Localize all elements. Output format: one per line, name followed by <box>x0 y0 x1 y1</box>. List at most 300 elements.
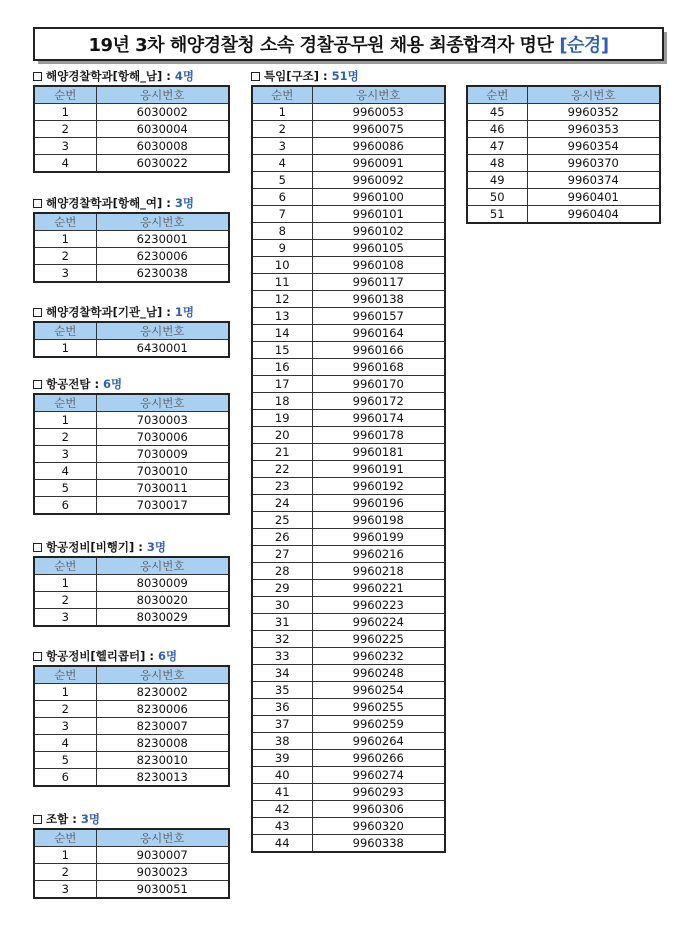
exam-number-cell: 9960174 <box>312 410 445 427</box>
column-header-exam-number: 응시번호 <box>96 394 229 412</box>
seq-cell: 5 <box>34 480 96 497</box>
exam-number-cell: 9960352 <box>527 104 660 121</box>
exam-number-cell: 6030008 <box>96 138 229 155</box>
seq-cell: 30 <box>252 597 312 614</box>
table-row <box>252 665 445 682</box>
exam-number-cell: 9960374 <box>527 172 660 189</box>
section-maritime-navigation-male <box>33 68 230 173</box>
table-row <box>252 716 445 733</box>
exam-number-cell: 9960306 <box>312 801 445 818</box>
column-header-exam-number: 응시번호 <box>96 322 229 340</box>
exam-number-cell: 7030011 <box>96 480 229 497</box>
exam-number-cell: 9960053 <box>312 104 445 121</box>
section-helicopter-maintenance <box>33 648 230 787</box>
seq-cell: 3 <box>252 138 312 155</box>
seq-cell: 2 <box>34 429 96 446</box>
table-row <box>252 597 445 614</box>
exam-number-cell: 9960293 <box>312 784 445 801</box>
table-row <box>252 410 445 427</box>
seq-cell: 9 <box>252 240 312 257</box>
table-row <box>467 104 660 121</box>
seq-cell: 37 <box>252 716 312 733</box>
table-row <box>34 497 229 514</box>
exam-number-cell: 9960353 <box>527 121 660 138</box>
exam-number-cell: 8030009 <box>96 575 229 592</box>
exam-number-cell: 9960404 <box>527 206 660 223</box>
section-count: 51명 <box>331 69 359 83</box>
exam-number-cell: 6230038 <box>96 265 229 282</box>
checkbox-icon <box>33 652 42 661</box>
result-table <box>33 556 230 627</box>
table-row <box>252 121 445 138</box>
seq-cell: 42 <box>252 801 312 818</box>
checkbox-icon <box>33 72 42 81</box>
seq-cell: 39 <box>252 750 312 767</box>
table-row <box>34 864 229 881</box>
exam-number-cell: 9960170 <box>312 376 445 393</box>
seq-cell: 12 <box>252 291 312 308</box>
table-header-row <box>34 557 229 575</box>
table-header-row <box>34 213 229 231</box>
table-row <box>34 231 229 248</box>
seq-cell: 23 <box>252 478 312 495</box>
seq-cell: 1 <box>34 104 96 121</box>
seq-cell: 1 <box>34 231 96 248</box>
table-row <box>252 104 445 121</box>
exam-number-cell: 9960105 <box>312 240 445 257</box>
exam-number-cell: 9030051 <box>96 881 229 898</box>
table-row <box>34 769 229 786</box>
exam-number-cell: 8030029 <box>96 609 229 626</box>
seq-cell: 1 <box>34 412 96 429</box>
seq-cell: 4 <box>34 463 96 480</box>
seq-cell: 25 <box>252 512 312 529</box>
seq-cell: 29 <box>252 580 312 597</box>
section-name: 항공정비[비행기] <box>46 540 135 554</box>
table-row <box>252 648 445 665</box>
table-row <box>34 463 229 480</box>
section-name: 조함 <box>46 812 69 826</box>
exam-number-cell: 9960157 <box>312 308 445 325</box>
seq-cell: 22 <box>252 461 312 478</box>
section-heading: 항공전탐 : 6명 <box>33 376 230 392</box>
section-name: 항공정비[헬리콥터] <box>46 649 146 663</box>
table-row <box>252 699 445 716</box>
exam-number-cell: 8230006 <box>96 701 229 718</box>
exam-number-cell: 9960092 <box>312 172 445 189</box>
seq-cell: 8 <box>252 223 312 240</box>
column-header-seq: 순번 <box>34 557 96 575</box>
section-maritime-navigation-female <box>33 195 230 283</box>
seq-cell: 3 <box>34 138 96 155</box>
exam-number-cell: 8230002 <box>96 684 229 701</box>
exam-number-cell: 9960354 <box>527 138 660 155</box>
seq-cell: 1 <box>34 684 96 701</box>
seq-cell: 13 <box>252 308 312 325</box>
exam-number-cell: 9960198 <box>312 512 445 529</box>
seq-cell: 4 <box>252 155 312 172</box>
table-row <box>252 784 445 801</box>
seq-cell: 18 <box>252 393 312 410</box>
exam-number-cell: 9960338 <box>312 835 445 852</box>
column-header-seq: 순번 <box>34 829 96 847</box>
table-row <box>252 342 445 359</box>
checkbox-icon <box>33 380 42 389</box>
table-row <box>467 172 660 189</box>
exam-number-cell: 9960224 <box>312 614 445 631</box>
exam-number-cell: 9960196 <box>312 495 445 512</box>
table-row <box>252 478 445 495</box>
exam-number-cell: 9030007 <box>96 847 229 864</box>
table-row <box>252 750 445 767</box>
column-header-seq: 순번 <box>34 86 96 104</box>
table-row <box>252 461 445 478</box>
seq-cell: 6 <box>34 769 96 786</box>
table-row <box>34 138 229 155</box>
section-count: 6명 <box>103 377 123 391</box>
table-row <box>252 206 445 223</box>
section-count: 3명 <box>174 196 194 210</box>
table-row <box>252 801 445 818</box>
table-header-row <box>252 86 445 104</box>
seq-cell: 16 <box>252 359 312 376</box>
column-header-seq: 순번 <box>467 86 527 104</box>
exam-number-cell: 9960255 <box>312 699 445 716</box>
seq-cell: 51 <box>467 206 527 223</box>
table-row <box>252 274 445 291</box>
section-maritime-engine-male <box>33 304 230 358</box>
document-title <box>33 27 664 61</box>
table-row <box>252 172 445 189</box>
exam-number-cell: 9960254 <box>312 682 445 699</box>
exam-number-cell: 9960181 <box>312 444 445 461</box>
exam-number-cell: 9960199 <box>312 529 445 546</box>
exam-number-cell: 9960192 <box>312 478 445 495</box>
exam-number-cell: 7030010 <box>96 463 229 480</box>
seq-cell: 5 <box>34 752 96 769</box>
exam-number-cell: 9960259 <box>312 716 445 733</box>
exam-number-cell: 9960274 <box>312 767 445 784</box>
exam-number-cell: 8230007 <box>96 718 229 735</box>
seq-cell: 31 <box>252 614 312 631</box>
section-heading: 해양경찰학과[기관_남] : 1명 <box>33 304 230 320</box>
seq-cell: 46 <box>467 121 527 138</box>
column-header-exam-number: 응시번호 <box>96 666 229 684</box>
table-row <box>252 546 445 563</box>
table-row <box>34 446 229 463</box>
checkbox-icon <box>33 543 42 552</box>
table-row <box>252 376 445 393</box>
exam-number-cell: 9960370 <box>527 155 660 172</box>
table-row <box>467 155 660 172</box>
section-name: 해양경찰학과[기관_남] <box>46 305 163 319</box>
seq-cell: 28 <box>252 563 312 580</box>
exam-number-cell: 9960168 <box>312 359 445 376</box>
exam-number-cell: 9960232 <box>312 648 445 665</box>
exam-number-cell: 9960166 <box>312 342 445 359</box>
table-row <box>467 206 660 223</box>
exam-number-cell: 9960164 <box>312 325 445 342</box>
table-row <box>34 480 229 497</box>
table-row <box>252 308 445 325</box>
table-row <box>252 223 445 240</box>
seq-cell: 4 <box>34 155 96 172</box>
table-row <box>34 718 229 735</box>
section-heading: 조함 : 3명 <box>33 811 230 827</box>
result-table <box>33 393 230 515</box>
table-row <box>34 735 229 752</box>
seq-cell: 49 <box>467 172 527 189</box>
table-row <box>252 444 445 461</box>
exam-number-cell: 6030004 <box>96 121 229 138</box>
seq-cell: 24 <box>252 495 312 512</box>
seq-cell: 32 <box>252 631 312 648</box>
exam-number-cell: 9960264 <box>312 733 445 750</box>
seq-cell: 1 <box>34 847 96 864</box>
exam-number-cell: 6030022 <box>96 155 229 172</box>
section-count: 3명 <box>146 540 167 554</box>
table-row <box>34 609 229 626</box>
seq-cell: 2 <box>34 121 96 138</box>
seq-cell: 17 <box>252 376 312 393</box>
seq-cell: 1 <box>252 104 312 121</box>
exam-number-cell: 9960102 <box>312 223 445 240</box>
table-row <box>252 835 445 852</box>
table-header-row <box>34 86 229 104</box>
seq-cell: 1 <box>34 575 96 592</box>
exam-number-cell: 7030006 <box>96 429 229 446</box>
table-header-row <box>34 829 229 847</box>
exam-number-cell: 6230006 <box>96 248 229 265</box>
table-row <box>467 189 660 206</box>
table-row <box>34 684 229 701</box>
column-header-exam-number: 응시번호 <box>96 557 229 575</box>
exam-number-cell: 6430001 <box>96 340 229 357</box>
checkbox-icon <box>251 72 260 81</box>
column-header-seq: 순번 <box>34 322 96 340</box>
exam-number-cell: 9960218 <box>312 563 445 580</box>
section-heading: 해양경찰학과[항해_남] : 4명 <box>33 68 230 84</box>
seq-cell: 48 <box>467 155 527 172</box>
seq-cell: 2 <box>34 592 96 609</box>
exam-number-cell: 9960191 <box>312 461 445 478</box>
table-header-row <box>34 666 229 684</box>
section-aircraft-maintenance <box>33 539 230 627</box>
table-row <box>252 155 445 172</box>
seq-cell: 3 <box>34 718 96 735</box>
table-row <box>252 291 445 308</box>
seq-cell: 45 <box>467 104 527 121</box>
column-header-exam-number: 응시번호 <box>96 829 229 847</box>
seq-cell: 2 <box>34 248 96 265</box>
table-row <box>34 881 229 898</box>
column-header-seq: 순번 <box>34 213 96 231</box>
seq-cell: 6 <box>252 189 312 206</box>
seq-cell: 19 <box>252 410 312 427</box>
section-count: 1명 <box>174 305 194 319</box>
table-row <box>34 847 229 864</box>
table-row <box>252 733 445 750</box>
table-header-row <box>467 86 660 104</box>
result-table <box>33 212 230 283</box>
column-header-seq: 순번 <box>252 86 312 104</box>
seq-cell: 3 <box>34 609 96 626</box>
seq-cell: 33 <box>252 648 312 665</box>
exam-number-cell: 9960401 <box>527 189 660 206</box>
exam-number-cell: 9960225 <box>312 631 445 648</box>
exam-number-cell: 8230008 <box>96 735 229 752</box>
result-table <box>33 321 230 358</box>
exam-number-cell: 9960320 <box>312 818 445 835</box>
checkbox-icon <box>33 815 42 824</box>
seq-cell: 4 <box>34 735 96 752</box>
seq-cell: 26 <box>252 529 312 546</box>
exam-number-cell: 9960178 <box>312 427 445 444</box>
table-row <box>252 359 445 376</box>
result-table <box>251 85 446 853</box>
table-row <box>34 104 229 121</box>
seq-cell: 21 <box>252 444 312 461</box>
section-name: 특임[구조] <box>264 69 319 83</box>
section-special-rescue <box>251 68 446 853</box>
seq-cell: 3 <box>34 446 96 463</box>
section-name: 해양경찰학과[항해_남] <box>46 69 163 83</box>
seq-cell: 43 <box>252 818 312 835</box>
table-row <box>34 412 229 429</box>
table-row <box>252 138 445 155</box>
table-row <box>252 631 445 648</box>
column-header-seq: 순번 <box>34 394 96 412</box>
section-aviation-radar <box>33 376 230 515</box>
column-header-exam-number: 응시번호 <box>96 213 229 231</box>
seq-cell: 7 <box>252 206 312 223</box>
column-header-exam-number: 응시번호 <box>527 86 660 104</box>
seq-cell: 3 <box>34 265 96 282</box>
table-row <box>467 138 660 155</box>
table-row <box>34 155 229 172</box>
table-row <box>34 575 229 592</box>
table-row <box>252 818 445 835</box>
exam-number-cell: 9960091 <box>312 155 445 172</box>
exam-number-cell: 8030020 <box>96 592 229 609</box>
table-row <box>34 265 229 282</box>
exam-number-cell: 9960138 <box>312 291 445 308</box>
seq-cell: 44 <box>252 835 312 852</box>
result-table <box>33 828 230 899</box>
checkbox-icon <box>33 308 42 317</box>
exam-number-cell: 9960100 <box>312 189 445 206</box>
seq-cell: 15 <box>252 342 312 359</box>
seq-cell: 6 <box>34 497 96 514</box>
table-row <box>252 563 445 580</box>
result-table <box>33 665 230 787</box>
exam-number-cell: 6030002 <box>96 104 229 121</box>
table-header-row <box>34 394 229 412</box>
seq-cell: 40 <box>252 767 312 784</box>
table-row <box>34 701 229 718</box>
exam-number-cell: 9960117 <box>312 274 445 291</box>
section-count: 4명 <box>174 69 194 83</box>
section-name: 해양경찰학과[항해_여] <box>46 196 163 210</box>
table-row <box>252 257 445 274</box>
table-row <box>252 189 445 206</box>
section-heading: 특임[구조] : 51명 <box>251 68 446 84</box>
seq-cell: 35 <box>252 682 312 699</box>
seq-cell: 2 <box>34 864 96 881</box>
exam-number-cell: 9960086 <box>312 138 445 155</box>
seq-cell: 41 <box>252 784 312 801</box>
exam-number-cell: 9960101 <box>312 206 445 223</box>
column-header-exam-number: 응시번호 <box>312 86 445 104</box>
column-header-exam-number: 응시번호 <box>96 86 229 104</box>
seq-cell: 2 <box>34 701 96 718</box>
table-header-row <box>34 322 229 340</box>
result-table <box>33 85 230 173</box>
section-count: 3명 <box>80 812 100 826</box>
seq-cell: 50 <box>467 189 527 206</box>
section-heading: 해양경찰학과[항해_여] : 3명 <box>33 195 230 211</box>
seq-cell: 20 <box>252 427 312 444</box>
exam-number-cell: 9960108 <box>312 257 445 274</box>
exam-number-cell: 9030023 <box>96 864 229 881</box>
section-name: 항공전탐 <box>46 377 91 391</box>
table-row <box>252 512 445 529</box>
seq-cell: 2 <box>252 121 312 138</box>
exam-number-cell: 9960172 <box>312 393 445 410</box>
seq-cell: 11 <box>252 274 312 291</box>
column-header-seq: 순번 <box>34 666 96 684</box>
table-row <box>34 752 229 769</box>
table-row <box>252 682 445 699</box>
seq-cell: 38 <box>252 733 312 750</box>
seq-cell: 1 <box>34 340 96 357</box>
seq-cell: 27 <box>252 546 312 563</box>
table-row <box>252 529 445 546</box>
section-heading: 항공정비[비행기] : 3명 <box>33 539 230 555</box>
table-row <box>252 427 445 444</box>
section-count: 6명 <box>158 649 178 663</box>
table-row <box>252 325 445 342</box>
seq-cell: 34 <box>252 665 312 682</box>
exam-number-cell: 9960221 <box>312 580 445 597</box>
exam-number-cell: 9960216 <box>312 546 445 563</box>
exam-number-cell: 7030017 <box>96 497 229 514</box>
result-table <box>466 85 661 224</box>
exam-number-cell: 7030003 <box>96 412 229 429</box>
exam-number-cell: 9960248 <box>312 665 445 682</box>
section-heading: 항공정비[헬리콥터] : 6명 <box>33 648 230 664</box>
exam-number-cell: 9960266 <box>312 750 445 767</box>
title-main: 19년 3차 해양경찰청 소속 경찰공무원 채용 최종합격자 명단 <box>88 35 554 56</box>
checkbox-icon <box>33 199 42 208</box>
table-row <box>34 248 229 265</box>
seq-cell: 5 <box>252 172 312 189</box>
table-row <box>252 580 445 597</box>
exam-number-cell: 7030009 <box>96 446 229 463</box>
seq-cell: 10 <box>252 257 312 274</box>
exam-number-cell: 6230001 <box>96 231 229 248</box>
title-accent: [순경] <box>559 35 609 56</box>
table-row <box>252 240 445 257</box>
table-row <box>252 393 445 410</box>
section-special-rescue-continued <box>466 85 661 224</box>
table-row <box>252 614 445 631</box>
table-row <box>34 429 229 446</box>
seq-cell: 3 <box>34 881 96 898</box>
table-row <box>34 340 229 357</box>
table-row <box>252 495 445 512</box>
exam-number-cell: 8230013 <box>96 769 229 786</box>
